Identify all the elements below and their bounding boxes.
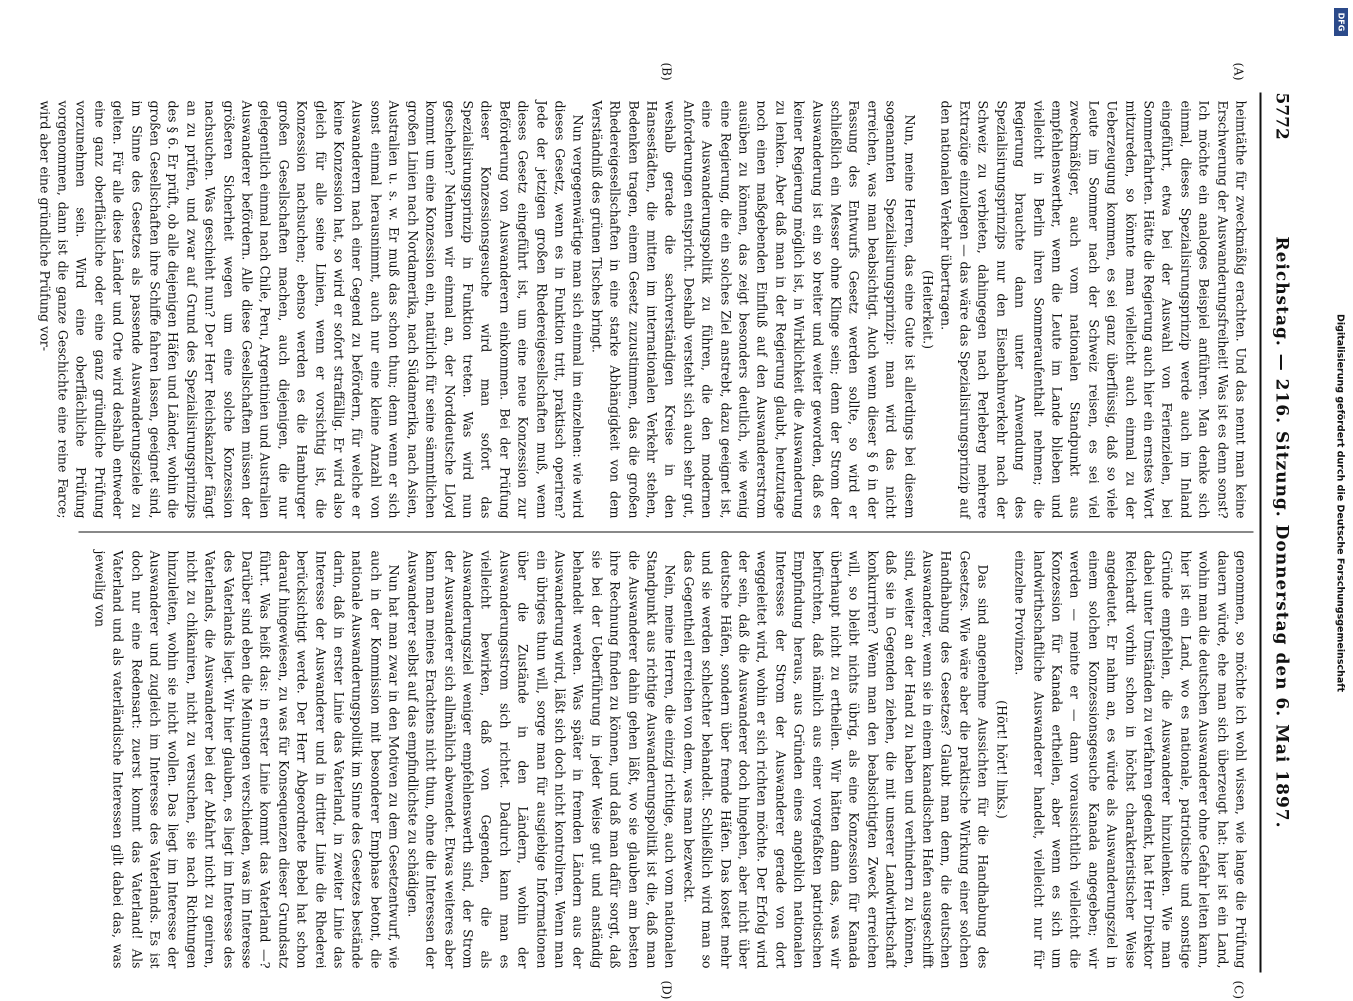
interjection: (Heiterkeit.) <box>920 270 936 349</box>
dfg-logo-text: DFG <box>1336 12 1346 32</box>
margin-mark-c: (C) <box>1231 980 1245 1000</box>
margin-mark-a: (A) <box>1231 62 1245 81</box>
page-number: 5772 <box>1271 92 1291 140</box>
protocol-page <box>36 62 1293 1000</box>
dfg-logo <box>1334 8 1348 36</box>
column-divider <box>78 532 1253 533</box>
page-title: Reichstag. — 216. Sitzung. Donnerstag den 6. Mai 1897. <box>1271 236 1291 829</box>
paragraph: Das sind angenehme Aussichten für die Handhabung des Gesetzes. Wie wäre aber die praktische Wirkung einer solchen Handhabung des Gesetzes? Glaubt man denn, die deutschen Auswanderer, wenn sie in einem kanadischen Hafen ausgeschifft sind, weiter an der Hand zu haben und verhindern zu können, daß sie in Gegenden ziehen, die mit unserer Landwirthschaft konkurriren? Wenn man den beabsichtigten Zweck erreichen will, so bleibt nichts übrig, als eine Konzession für Kanada überhaupt nicht zu ertheilen. Wir hätten dann das, was wir befürchten, daß nämlich aus einer vorgefaßten patriotischen Empfindung heraus, aus Gründen eines angeblich nationalen Interesses der Strom der Auswanderer gerade von dort weggeleitet wird, wohin er sich richten möchte. Der Erfolg wird der sein, daß die Auswanderer doch hingehen, aber nicht über deutsche Häfen, sondern über fremde Häfen. Das kostet mehr und sie werden schlechter behandelt. Schließlich wird man so das Gegentheil erreichen von dem, was man bezweckt. <box>680 550 991 969</box>
paragraph: Nun hat man zwar in den Motiven zu dem Gesetzentwurf, wie auch in der Kommission mit besonderer Emphase betont, die nationale Auswanderungspolitik im Sinne des Gesetzes bestände darin, daß in erster Linie das Vaterland, in zweiter Linie das Interesse der Auswanderer und in dritter Linie die Rhederei berücksichtigt werde. Der Herr Abgeordnete Bebel hat schon darauf hingewiesen, zu was für Konsequenzen dieser Grundsatz führt. Was heißt das: in erster Linie kommt das Vaterland —? Darüber sind eben die Meinungen verschieden, was im Interesse des Vaterlands liegt. Wir hier glauben, es liegt im Interesse des Vaterlands, die Auswanderer bei der Abfahrt nicht zu geniren, nicht zu chikaniren, nicht zu versuchen, sie nach Richtungen hinzuleiten, wohin sie nicht wollen. Das liegt im Interesse der Auswanderer und zugleich im Interesse des Vaterlands. Es ist doch nur eine Redensart: zuerst kommt das Vaterland! Als Vaterland und als vaterländische Interessen gilt dabei das, was jeweilig von <box>91 550 402 969</box>
paragraph: Nun, meine Herren, das eine Gute ist allerdings bei diesem sogenannten Spezialisirungsprinzip: man wird das nicht erreichen, was man beabsichtigt. Auch wenn dieser § 6 in der Fassung des Entwurfs Gesetz werden sollte, so wird er schließlich ein Messer ohne Klinge sein; denn der Strom der Auswanderung ist ein so breiter und weiter geworden, daß es keiner Regierung möglich ist, in Wirklichkeit die Auswanderung zu lenken. Aber daß man in der Regierung glaubt, heutzutage noch einen maßgebenden Einfluß auf den Auswandererstrom ausüben zu können, das zeigt besonders deutlich, wie wenig eine Regierung, die ein solches Ziel anstrebt, dazu geeignet ist, eine Auswanderungspolitik zu führen, die den modernen Anforderungen entspricht. Deshalb versteht sich auch sehr gut, weshalb gerade die sachverständigen Kreise in den Hansestädten, die mitten im internationalen Verkehr stehen, Bedenken tragen, einem Gesetz zuzustimmen, das die großen Rhedereigesellschaften in eine starke Abhängigkeit von dem Verständniß des grünen Tisches bringt. <box>588 100 917 519</box>
paragraph: heimtäthe für zweckmäßig erachten. Und das nennt man keine Erschwerung der Auswanderungsfreiheit! Was ist es denn sonst? Ich möchte ein analoges Beispiel anführen. Man denke sich einmal, dieses Spezialisirungsprinzip werde auch im Inland eingeführt, etwa bei der Auswahl von Ferienzielen, bei Sommerfahrten. Hätte die Regierung auch hier ein ernstes Wort mitzureden, so könnte man vielleicht auch einmal zu der Ueberzeugung kommen, es sei ganz überflüssig, daß so viele Leute im Sommer nach der Schweiz reisen, es sei viel zweckmäßiger, auch vom nationalen Standpunkt aus empfehlenswerther, wenn die Leute im Lande blieben und vielleicht in Berlin ihren Sommeraufenthalt nehmen; die Regierung brauchte dann unter Anwendung des Spezialisirungsprinzips nur den Eisenbahnverkehr nach der Schweiz zu verbieten, dahingegen nach Perleberg mehrere Extrazüge einzulegen — das wäre das Spezialisirungsprinzip auf den nationalen Verkehr übertragen. <box>938 100 1248 519</box>
left-column <box>34 101 1249 519</box>
margin-mark-b: (B) <box>659 62 673 81</box>
margin-mark-d: (D) <box>659 980 673 1000</box>
page-header <box>1265 93 1293 973</box>
digitization-credit <box>1333 8 1347 998</box>
paragraph: Nein, meine Herren, die einzig richtige, auch vom nationalen Standpunkt aus richtige Auswanderungspolitik ist die, daß man die Auswanderer dahin gehen läßt, wo sie glauben am besten ihre Rechnung finden zu können, und daß man dafür sorgt, daß sie bei der Ueberführung in jeder Weise gut und anständig behandelt werden. Was später in fremden Ländern aus der Auswanderung wird, läßt sich doch nicht kontroliren. Wenn man ein übriges thun will, sorge man für ausgiebige Informationen über die Zustände in den Ländern, wohin der Auswanderungsstrom sich richtet. Dadurch kann man es vielleicht bewirken, daß von Gegenden, die als Auswanderungsziel weniger empfehlenswerth sind, der Strom der Auswanderer sich allmählich abwendet. Etwas weiteres aber kann man meines Erachtens nicht thun, ohne die Interessen der Auswanderer selbst auf das empfindlichste zu schädigen. <box>404 550 678 969</box>
rotated-page <box>0 1 1353 1001</box>
right-column <box>89 551 1249 969</box>
header-rule <box>1259 93 1261 973</box>
paragraph: genommen, so möchte ich wohl wissen, wie lange die Prüfung dauern würde, ehe man sich überzeugt hat: hier ist ein Land, wohin man die deutschen Auswanderer ohne Gefahr leiten kann, hier ist ein Land, wo es nationale, patriotische und sonstige Gründe empfehlen, die Auswanderer hinzulenken. Wie man dabei unter Umständen zu verfahren gedenkt, hat Herr Direktor Reichardt vorhin schon in höchst charakteristischer Weise angedeutet. Er nahm an, es würde als Auswanderungsziel in einem solchen Konzessionsgesuche Kanada angegeben; wir werden — meinte er — dann voraussichtlich vielleicht die Konzession für Kanada ertheilen, aber wenn es sich um landwirthschaftliche Auswanderer handelt, vielleicht nur für einzelne Provinzen. <box>1012 550 1248 969</box>
interjection: (Hört! hört! links.) <box>993 700 1009 819</box>
paragraph: Nun vergegenwärtige man sich einmal im einzelnen: wie wird dieses Gesetz, wenn es in Funktion tritt, praktisch operiren? Jede der jetzigen großen Rhedereigesellschaften muß, wenn dieses Gesetz eingeführt ist, um eine neue Konzession zur Beförderung von Auswanderern einkommen. Bei der Prüfung dieser Konzessionsgesuche wird man sofort das Spezialisirungsprinzip in Funktion treten. Was wird nun geschehen? Nehmen wir einmal an, der Norddeutsche Lloyd kommt um eine Konzession ein, natürlich für seine sämmtlichen großen Linien nach Nordamerika, nach Südamerika, nach Asien, Australien u. s. w. Er muß das schon thun; denn wenn er sich sonst einmal herausnimmt, auch nur eine kleine Anzahl von Auswanderern nach einer Gegend zu befördern, für welche er keine Konzession hat, so wird er sofort straffällig. Er wird also gleich für alle seine Linien, wenn er vorsichtig ist, die Konzession nachsuchen; ebenso werden es die Hamburger großen Gesellschaften machen, auch diejenigen, die nur gelegentlich einmal nach Chile, Peru, Argentinien und Australien Auswanderer befördern. Alle diese Gesellschaften müssen der größeren Sicherheit wegen um eine solche Konzession nachsuchen. Was geschieht nun? Der Herr Reichskanzler fängt an zu prüfen, und zwar auf Grund des Spezialisirungsprinzips des § 6. Er prüft, ob alle diejenigen Häfen und Länder, wohin die großen Gesellschaften ihre Schiffe fahren lassen, geeignet sind, im Sinne des Gesetzes als passende Auswanderungsziele zu gelten. Für alle diese Länder und Orte wird deshalb entweder eine ganz oberflächliche oder eine ganz gründliche Prüfung vorzunehmen sein. Wird eine oberflächliche Prüfung vorgenommen, dann ist die ganze Geschichte eine reine Farce; wird aber eine gründliche Prüfung vor- <box>36 100 586 519</box>
credit-text: Digitalisierung gefördert durch die Deutsche Forschungsgemeinschaft <box>1334 314 1346 692</box>
